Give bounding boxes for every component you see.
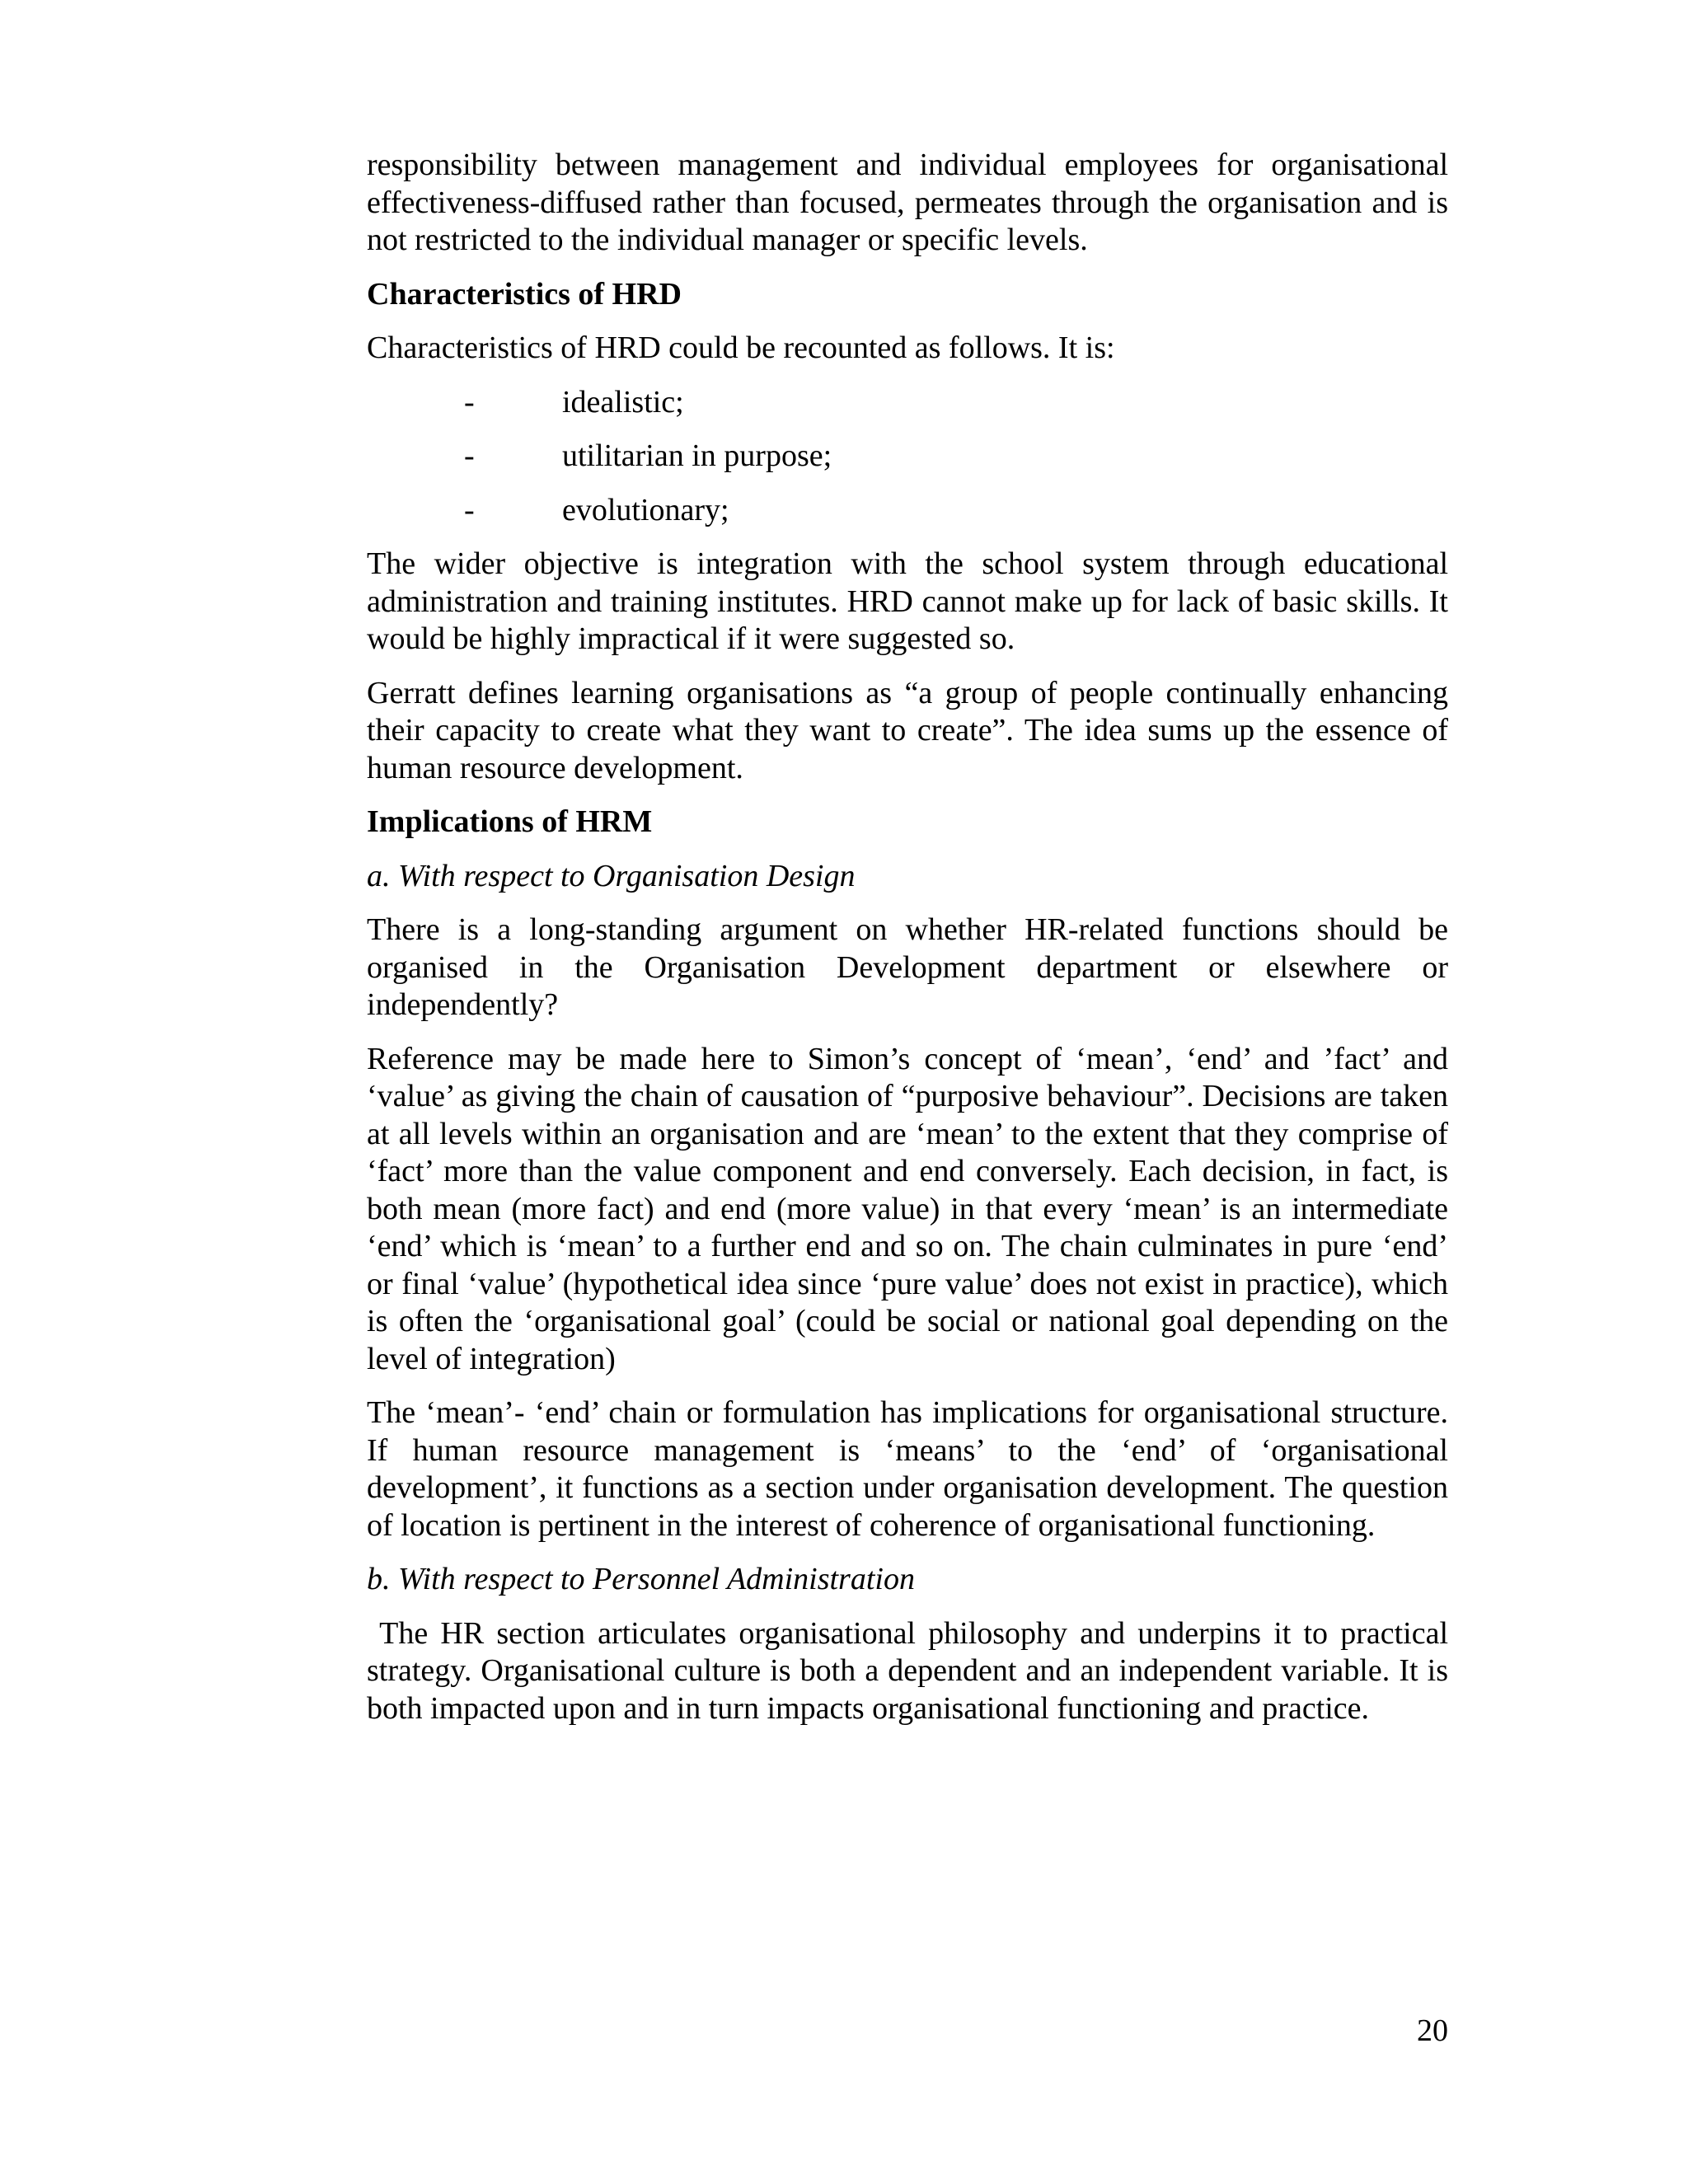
paragraph-wider-objective: The wider objective is integration with the school system through educational administration and training institutes. HRD cannot make up for lack of basic skills. It would be highly impractical if it were suggested so. (367, 546, 1448, 656)
list-item-text: evolutionary; (562, 492, 729, 527)
paragraph-characteristics-lead: Characteristics of HRD could be recounted as follows. It is: (367, 330, 1115, 365)
heading-characteristics-of-hrd: Characteristics of HRD (367, 276, 682, 312)
list-item (367, 492, 1448, 530)
list-item-text: utilitarian in purpose; (562, 438, 832, 473)
list-item-text: idealistic; (562, 384, 684, 419)
subheading-personnel-administration: b. With respect to Personnel Administration (367, 1562, 915, 1596)
paragraph-simon-concept: Reference may be made here to Simon’s concept of ‘mean’, ‘end’ and ’fact’ and ‘value’ as giving the chain of causation of “purposive behaviour”. Decisions are taken at all levels within an organisation and are ‘mean’ to the extent that they comprise of ‘fact’ more than the value component and end conversely. Each decision, in fact, is both mean (more fact) and end (more value) in that every ‘mean’ is an intermediate ‘end’ which is ‘mean’ to a further end and so on. The chain culminates in pure ‘end’ or final ‘value’ (hypothetical idea since ‘pure value’ does not exist in practice), which is often the ‘organisational goal’ (could be social or national goal depending on the level of integration) (367, 1041, 1448, 1376)
paragraph-intro: responsibility between management and individual employees for organisational effectiveness-diffused rather than focused, permeates through the organisation and is not restricted to the individual manager or specific levels. (367, 148, 1448, 257)
list-item (367, 384, 1448, 422)
list-dash: - (464, 492, 475, 527)
list-dash: - (464, 438, 475, 473)
characteristics-list (367, 384, 1448, 530)
paragraph-long-standing-argument: There is a long-standing argument on whether HR-related functions should be organised in the Organisation Development department or elsewhere or independently? (367, 912, 1448, 1022)
subheading-organisation-design: a. With respect to Organisation Design (367, 858, 856, 893)
paragraph-gerratt-definition: Gerratt defines learning organisations as “a group of people continually enhancing their capacity to create what they want to create”. The idea sums up the essence of human resource development. (367, 675, 1448, 785)
list-item (367, 438, 1448, 476)
page-number: 20 (1417, 2013, 1448, 2048)
paragraph-hr-section: The HR section articulates organisational philosophy and underpins it to practical strategy. Organisational culture is both a dependent and an independent variable. It is both impacted upon and in turn impacts organisational functioning and practice. (367, 1615, 1456, 1726)
paragraph-mean-end-chain: The ‘mean’- ‘end’ chain or formulation has implications for organisational structure. If human resource management is ‘means’ to the ‘end’ of ‘organisational development’, it functions as a section under organisation development. The question of location is pertinent in the interest of coherence of organisational functioning. (367, 1395, 1448, 1543)
heading-implications-of-hrm: Implications of HRM (367, 804, 653, 839)
list-dash: - (464, 384, 475, 419)
page-body (367, 147, 1456, 1744)
